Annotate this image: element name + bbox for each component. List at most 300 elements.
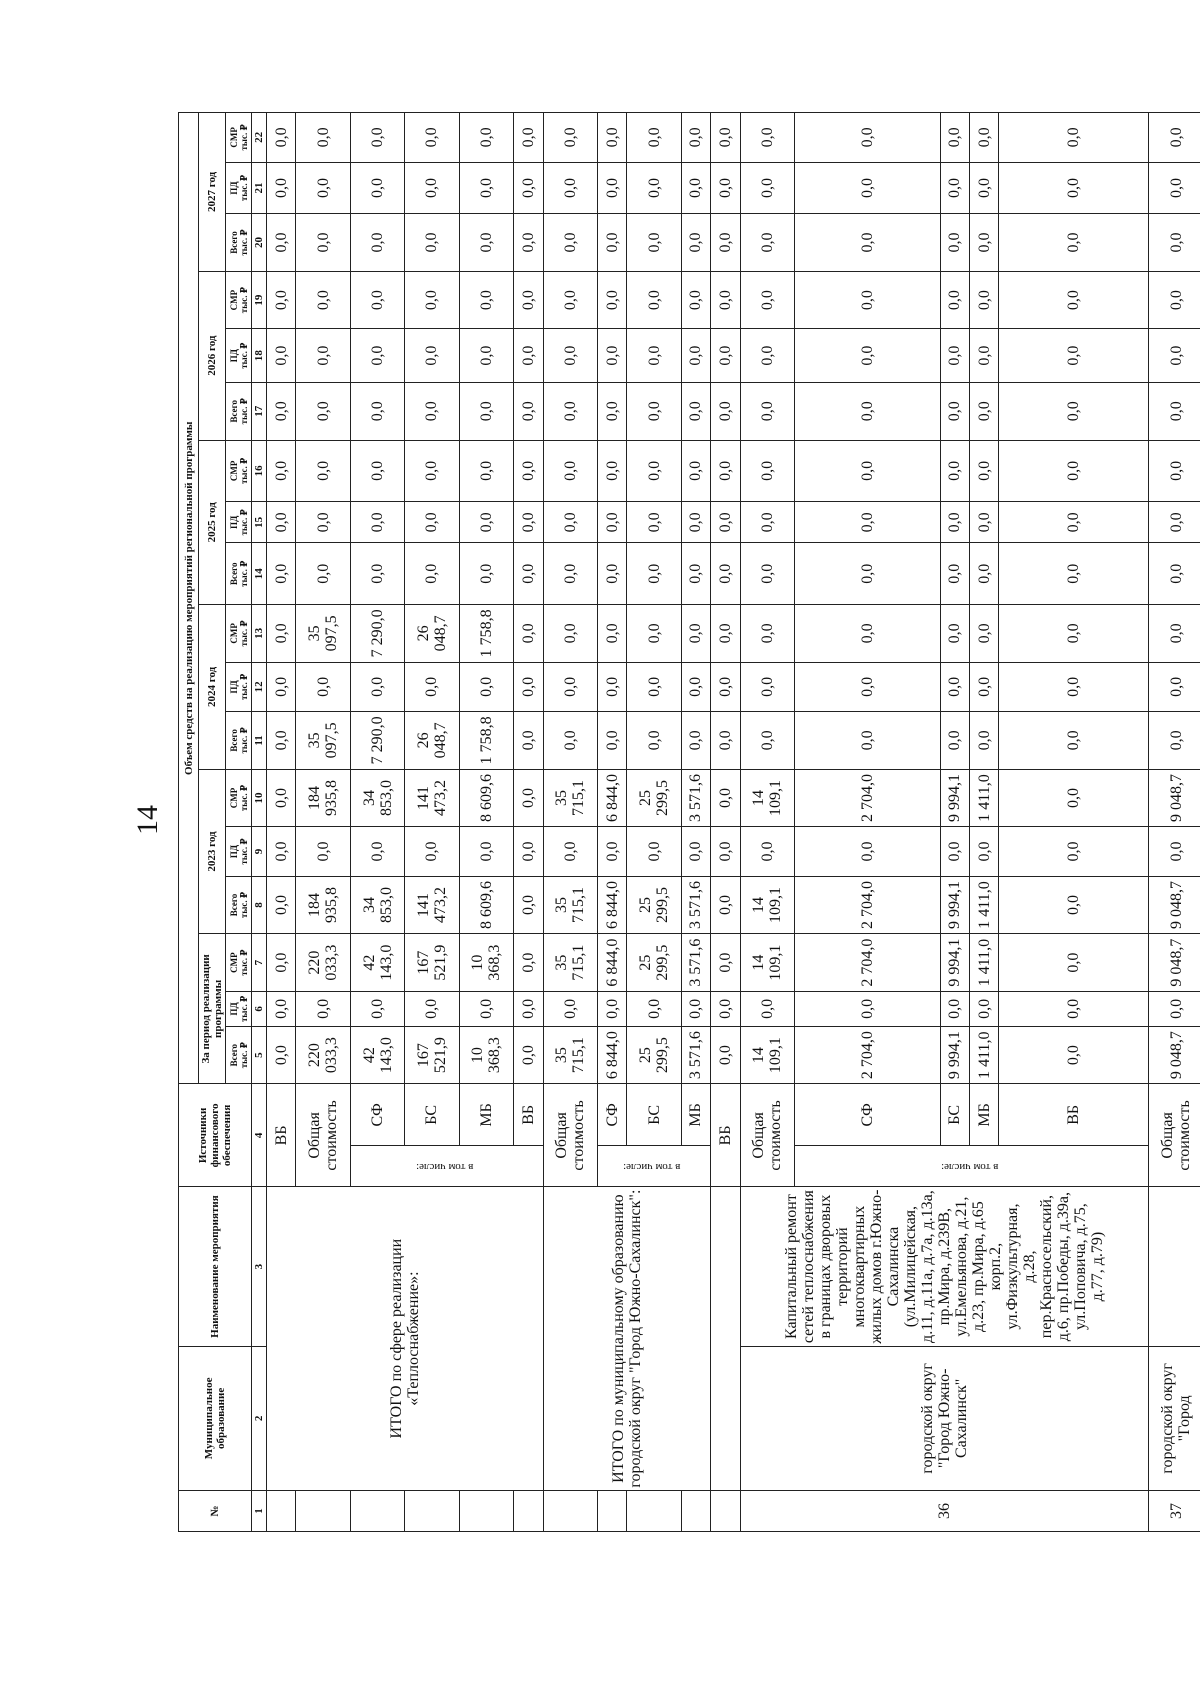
subheader-smr xyxy=(226,605,252,663)
value-cell: 35 097,5 xyxy=(296,712,350,770)
value-cell: 0,0 xyxy=(405,662,459,711)
value-cell: 0,0 xyxy=(681,329,710,383)
subheader-label: СМР xyxy=(228,787,239,809)
value-cell: 8 609,6 xyxy=(459,876,513,934)
subheader-label: Всего xyxy=(228,562,239,585)
subheader-label: ПД xyxy=(228,844,239,859)
value-cell: 0,0 xyxy=(267,934,296,992)
value-cell: 0,0 xyxy=(999,712,1149,770)
value-cell: 0,0 xyxy=(681,440,710,502)
value-cell: 0,0 xyxy=(267,271,296,329)
header-municipality: Муниципальное образование xyxy=(179,1346,252,1490)
value-cell: 141 473,2 xyxy=(405,769,459,827)
value-cell: 1 411,0 xyxy=(970,934,999,992)
value-cell: 0,0 xyxy=(794,382,940,440)
value-cell: 0,0 xyxy=(740,991,794,1026)
value-cell: 14 109,1 xyxy=(740,934,794,992)
value-cell: 0,0 xyxy=(999,113,1149,163)
value-cell: 0,0 xyxy=(543,214,597,272)
value-cell: 14 109,1 xyxy=(740,769,794,827)
value-cell: 0,0 xyxy=(1149,502,1200,543)
table-row xyxy=(267,113,296,1532)
value-cell: 0,0 xyxy=(267,214,296,272)
source-cell: ВБ xyxy=(711,1084,740,1187)
value-cell: 0,0 xyxy=(543,662,597,711)
source-cell: МБ xyxy=(681,1084,710,1146)
subheader-total xyxy=(226,876,252,934)
value-cell: 0,0 xyxy=(1149,271,1200,329)
value-cell: 0,0 xyxy=(794,271,940,329)
value-cell: 0,0 xyxy=(350,440,404,502)
value-cell: 25 299,5 xyxy=(627,1026,681,1084)
value-cell: 0,0 xyxy=(794,662,940,711)
value-cell: 0,0 xyxy=(940,113,969,163)
column-number: 3 xyxy=(252,1187,267,1346)
value-cell: 0,0 xyxy=(794,162,940,213)
value-cell: 0,0 xyxy=(597,543,626,605)
value-cell: 0,0 xyxy=(1149,162,1200,213)
source-cell: Общая стоимость xyxy=(296,1084,350,1187)
value-cell: 0,0 xyxy=(740,162,794,213)
subheader-pd xyxy=(226,329,252,383)
value-cell: 0,0 xyxy=(459,113,513,163)
value-cell: 0,0 xyxy=(711,440,740,502)
value-cell: 0,0 xyxy=(267,1026,296,1084)
value-cell: 0,0 xyxy=(514,113,543,163)
value-cell: 0,0 xyxy=(940,991,969,1026)
value-cell: 1 411,0 xyxy=(970,1026,999,1084)
value-cell: 3 571,6 xyxy=(681,934,710,992)
value-cell: 0,0 xyxy=(970,271,999,329)
value-cell: 0,0 xyxy=(1149,991,1200,1026)
source-cell: СФ xyxy=(597,1084,626,1146)
value-cell: 0,0 xyxy=(999,502,1149,543)
header-measure: Наименование мероприятия xyxy=(179,1187,252,1346)
value-cell: 0,0 xyxy=(794,113,940,163)
value-cell: 0,0 xyxy=(627,991,681,1026)
value-cell: 0,0 xyxy=(940,502,969,543)
header-2026: 2026 год xyxy=(199,271,226,440)
column-number: 20 xyxy=(252,214,267,272)
value-cell: 0,0 xyxy=(940,662,969,711)
value-cell: 0,0 xyxy=(627,214,681,272)
value-cell: 0,0 xyxy=(711,876,740,934)
value-cell: 0,0 xyxy=(267,769,296,827)
subheader-unit: тыс. ₽ xyxy=(238,727,249,754)
value-cell: 0,0 xyxy=(267,605,296,663)
value-cell: 6 844,0 xyxy=(597,769,626,827)
value-cell: 0,0 xyxy=(405,502,459,543)
header-2024: 2024 год xyxy=(199,605,226,770)
value-cell: 0,0 xyxy=(296,827,350,876)
source-cell: ВБ xyxy=(514,1084,543,1146)
value-cell: 6 844,0 xyxy=(597,876,626,934)
value-cell: 0,0 xyxy=(1149,440,1200,502)
value-cell: 0,0 xyxy=(711,605,740,663)
column-number: 1 xyxy=(252,1490,267,1531)
value-cell: 0,0 xyxy=(940,162,969,213)
value-cell: 1 758,8 xyxy=(459,605,513,663)
subheader-unit: тыс. ₽ xyxy=(238,891,249,919)
column-number: 10 xyxy=(252,769,267,827)
value-cell: 0,0 xyxy=(267,440,296,502)
subheader-label: ПД xyxy=(228,680,239,694)
value-cell: 0,0 xyxy=(627,712,681,770)
value-cell: 26 048,7 xyxy=(405,605,459,663)
value-cell: 0,0 xyxy=(711,991,740,1026)
source-cell: Общая стоимость xyxy=(740,1084,794,1187)
value-cell: 0,0 xyxy=(514,605,543,663)
table-row xyxy=(740,113,794,1532)
value-cell: 0,0 xyxy=(405,827,459,876)
value-cell: 0,0 xyxy=(681,991,710,1026)
source-cell: Общая стоимость xyxy=(1149,1084,1200,1187)
source-cell: СФ xyxy=(794,1084,940,1146)
column-number: 22 xyxy=(252,113,267,163)
value-cell: 0,0 xyxy=(681,543,710,605)
value-cell: 0,0 xyxy=(711,113,740,163)
row-number: 36 xyxy=(740,1490,1149,1531)
value-cell: 0,0 xyxy=(459,991,513,1026)
table-row xyxy=(711,113,740,1532)
value-cell: 0,0 xyxy=(597,440,626,502)
value-cell: 0,0 xyxy=(740,662,794,711)
value-cell: 0,0 xyxy=(543,329,597,383)
value-cell: 0,0 xyxy=(794,543,940,605)
source-cell: ВБ xyxy=(999,1084,1149,1146)
value-cell: 0,0 xyxy=(296,382,350,440)
value-cell: 0,0 xyxy=(627,440,681,502)
value-cell: 0,0 xyxy=(543,440,597,502)
value-cell: 0,0 xyxy=(543,382,597,440)
value-cell: 0,0 xyxy=(1149,543,1200,605)
subheader-label: СМР xyxy=(228,127,239,148)
value-cell: 0,0 xyxy=(999,662,1149,711)
subheader-unit: тыс. ₽ xyxy=(238,560,249,587)
column-number: 12 xyxy=(252,662,267,711)
value-cell: 14 109,1 xyxy=(740,1026,794,1084)
group-total-heat: ИТОГО по сфере реализации «Теплоснабжение»: xyxy=(267,1187,544,1491)
subheader-label: ПД xyxy=(228,1002,239,1016)
subheader-unit: тыс. ₽ xyxy=(238,229,249,256)
value-cell: 0,0 xyxy=(514,382,543,440)
value-cell: 0,0 xyxy=(627,271,681,329)
subheader-unit: тыс. ₽ xyxy=(238,838,249,865)
value-cell: 6 844,0 xyxy=(597,934,626,992)
value-cell: 0,0 xyxy=(267,502,296,543)
subheader-smr xyxy=(226,113,252,163)
value-cell: 0,0 xyxy=(405,440,459,502)
source-cell: БС xyxy=(405,1084,459,1146)
value-cell: 0,0 xyxy=(940,440,969,502)
value-cell: 0,0 xyxy=(711,214,740,272)
table-row xyxy=(543,113,597,1532)
source-cell: БС xyxy=(940,1084,969,1146)
value-cell: 0,0 xyxy=(794,712,940,770)
value-cell: 0,0 xyxy=(711,769,740,827)
value-cell: 0,0 xyxy=(740,440,794,502)
municipality-cell: городской округ "Город xyxy=(1149,1346,1200,1490)
subheader-unit: тыс. ₽ xyxy=(238,287,249,314)
value-cell: 0,0 xyxy=(970,113,999,163)
value-cell: 0,0 xyxy=(459,382,513,440)
measure-cell: Капитальный ремонт сетей теплоснабжения в границах дворовых территорий многоквартирных жилых домов г.Южно-Сахалинска (ул.Милицейская, д.11, д.11а, д.7а, д.13а, пр.Мира, д.239В, ул.Емельянова, д.21, д.23, пр.Мира, д.65 корп.2, ул.Физкультурная, д.28, пер.Красносельский, д.6, пр.Победы, д.39а, ул.Поповича, д.75, д.77, д.79) xyxy=(740,1187,1149,1346)
value-cell: 0,0 xyxy=(940,605,969,663)
value-cell: 0,0 xyxy=(597,271,626,329)
subheader-label: ПД xyxy=(228,515,239,529)
header-2025: 2025 год xyxy=(199,440,226,605)
value-cell: 35 715,1 xyxy=(543,934,597,992)
value-cell: 0,0 xyxy=(405,382,459,440)
value-cell: 0,0 xyxy=(350,214,404,272)
value-cell: 0,0 xyxy=(740,329,794,383)
value-cell: 0,0 xyxy=(970,543,999,605)
column-number: 18 xyxy=(252,329,267,383)
header-2023: 2023 год xyxy=(199,769,226,934)
column-number: 7 xyxy=(252,934,267,992)
value-cell: 9 994,1 xyxy=(940,769,969,827)
value-cell: 0,0 xyxy=(543,162,597,213)
column-number: 6 xyxy=(252,991,267,1026)
subheader-label: Всего xyxy=(228,729,239,752)
value-cell: 0,0 xyxy=(405,543,459,605)
value-cell: 0,0 xyxy=(514,769,543,827)
value-cell: 34 853,0 xyxy=(350,769,404,827)
value-cell: 0,0 xyxy=(794,329,940,383)
value-cell: 0,0 xyxy=(681,827,710,876)
value-cell: 0,0 xyxy=(514,214,543,272)
in-that-number-label: в том числе: xyxy=(415,1160,474,1173)
table-row xyxy=(1149,113,1200,1532)
value-cell: 0,0 xyxy=(681,502,710,543)
value-cell: 0,0 xyxy=(514,827,543,876)
value-cell: 220 033,3 xyxy=(296,1026,350,1084)
value-cell: 0,0 xyxy=(459,543,513,605)
value-cell: 0,0 xyxy=(543,991,597,1026)
value-cell: 0,0 xyxy=(459,214,513,272)
value-cell: 0,0 xyxy=(740,113,794,163)
value-cell: 0,0 xyxy=(514,662,543,711)
value-cell: 0,0 xyxy=(627,543,681,605)
value-cell: 0,0 xyxy=(681,382,710,440)
value-cell: 0,0 xyxy=(267,543,296,605)
value-cell: 0,0 xyxy=(1149,662,1200,711)
value-cell: 0,0 xyxy=(597,662,626,711)
value-cell: 2 704,0 xyxy=(794,1026,940,1084)
source-cell: Общая стоимость xyxy=(543,1084,597,1187)
value-cell: 0,0 xyxy=(267,991,296,1026)
column-number: 2 xyxy=(252,1346,267,1490)
value-cell: 0,0 xyxy=(970,162,999,213)
subheader-label: ПД xyxy=(228,181,239,195)
value-cell: 35 715,1 xyxy=(543,1026,597,1084)
value-cell: 0,0 xyxy=(267,382,296,440)
column-number: 17 xyxy=(252,382,267,440)
value-cell: 0,0 xyxy=(267,662,296,711)
source-cell: МБ xyxy=(970,1084,999,1146)
value-cell: 0,0 xyxy=(681,712,710,770)
value-cell: 35 097,5 xyxy=(296,605,350,663)
subheader-total xyxy=(226,382,252,440)
value-cell: 0,0 xyxy=(514,502,543,543)
value-cell: 0,0 xyxy=(940,271,969,329)
value-cell: 2 704,0 xyxy=(794,769,940,827)
value-cell: 0,0 xyxy=(999,991,1149,1026)
subheader-unit: тыс. ₽ xyxy=(238,949,249,976)
value-cell: 0,0 xyxy=(999,543,1149,605)
value-cell: 0,0 xyxy=(350,271,404,329)
value-cell: 0,0 xyxy=(627,382,681,440)
value-cell: 0,0 xyxy=(405,271,459,329)
source-cell: БС xyxy=(627,1084,681,1146)
value-cell: 0,0 xyxy=(970,214,999,272)
value-cell: 0,0 xyxy=(711,712,740,770)
value-cell: 0,0 xyxy=(740,502,794,543)
value-cell: 220 033,3 xyxy=(296,934,350,992)
value-cell: 0,0 xyxy=(970,329,999,383)
value-cell: 0,0 xyxy=(597,502,626,543)
value-cell: 0,0 xyxy=(296,991,350,1026)
value-cell: 0,0 xyxy=(267,712,296,770)
value-cell: 0,0 xyxy=(543,502,597,543)
value-cell: 0,0 xyxy=(597,605,626,663)
subheader-label: Всего xyxy=(228,893,239,917)
subheader-smr xyxy=(226,440,252,502)
value-cell: 0,0 xyxy=(970,827,999,876)
value-cell: 3 571,6 xyxy=(681,1026,710,1084)
value-cell: 0,0 xyxy=(970,502,999,543)
value-cell: 0,0 xyxy=(597,991,626,1026)
financing-table xyxy=(178,112,1200,1532)
value-cell: 1 758,8 xyxy=(459,712,513,770)
value-cell: 0,0 xyxy=(1149,712,1200,770)
value-cell: 0,0 xyxy=(740,543,794,605)
value-cell: 0,0 xyxy=(459,440,513,502)
value-cell: 0,0 xyxy=(681,214,710,272)
value-cell: 0,0 xyxy=(999,1026,1149,1084)
value-cell: 9 048,7 xyxy=(1149,876,1200,934)
value-cell: 0,0 xyxy=(627,605,681,663)
subheader-pd xyxy=(226,162,252,213)
value-cell: 0,0 xyxy=(794,214,940,272)
value-cell: 1 411,0 xyxy=(970,876,999,934)
subheader-total xyxy=(226,712,252,770)
subheader-total xyxy=(226,1026,252,1084)
value-cell: 0,0 xyxy=(970,382,999,440)
value-cell: 0,0 xyxy=(296,271,350,329)
value-cell: 2 704,0 xyxy=(794,876,940,934)
value-cell: 0,0 xyxy=(296,214,350,272)
value-cell: 0,0 xyxy=(627,113,681,163)
subheader-label: Всего xyxy=(228,231,239,254)
value-cell: 26 048,7 xyxy=(405,712,459,770)
value-cell: 0,0 xyxy=(350,162,404,213)
value-cell: 0,0 xyxy=(597,329,626,383)
rotated-table-container xyxy=(178,112,1200,1532)
value-cell: 0,0 xyxy=(711,162,740,213)
row-number: 37 xyxy=(1149,1490,1200,1531)
value-cell: 141 473,2 xyxy=(405,876,459,934)
value-cell: 25 299,5 xyxy=(627,769,681,827)
value-cell: 35 715,1 xyxy=(543,876,597,934)
value-cell: 0,0 xyxy=(514,934,543,992)
column-number: 15 xyxy=(252,502,267,543)
value-cell: 0,0 xyxy=(296,113,350,163)
value-cell: 0,0 xyxy=(459,162,513,213)
value-cell: 0,0 xyxy=(794,440,940,502)
value-cell: 0,0 xyxy=(543,827,597,876)
source-cell: МБ xyxy=(459,1084,513,1146)
value-cell: 0,0 xyxy=(627,162,681,213)
subheader-label: СМР xyxy=(228,289,239,311)
value-cell: 0,0 xyxy=(940,827,969,876)
value-cell: 0,0 xyxy=(514,876,543,934)
value-cell: 0,0 xyxy=(405,113,459,163)
value-cell: 10 368,3 xyxy=(459,1026,513,1084)
value-cell: 0,0 xyxy=(999,440,1149,502)
value-cell: 167 521,9 xyxy=(405,934,459,992)
value-cell: 0,0 xyxy=(514,712,543,770)
value-cell: 0,0 xyxy=(1149,382,1200,440)
subheader-pd xyxy=(226,662,252,711)
column-number: 19 xyxy=(252,271,267,329)
subheader-pd xyxy=(226,991,252,1026)
value-cell: 3 571,6 xyxy=(681,876,710,934)
value-cell: 0,0 xyxy=(999,605,1149,663)
value-cell: 0,0 xyxy=(740,271,794,329)
value-cell: 0,0 xyxy=(350,113,404,163)
value-cell: 25 299,5 xyxy=(627,876,681,934)
value-cell: 0,0 xyxy=(681,162,710,213)
value-cell: 0,0 xyxy=(350,329,404,383)
value-cell: 0,0 xyxy=(740,214,794,272)
value-cell: 0,0 xyxy=(350,382,404,440)
value-cell: 42 143,0 xyxy=(350,1026,404,1084)
value-cell: 0,0 xyxy=(543,271,597,329)
value-cell: 0,0 xyxy=(405,329,459,383)
value-cell: 0,0 xyxy=(627,827,681,876)
value-cell: 0,0 xyxy=(514,991,543,1026)
value-cell: 0,0 xyxy=(740,712,794,770)
value-cell: 0,0 xyxy=(970,991,999,1026)
value-cell: 0,0 xyxy=(740,605,794,663)
subheader-pd xyxy=(226,502,252,543)
subheader-label: СМР xyxy=(228,623,239,644)
value-cell: 0,0 xyxy=(514,329,543,383)
subheader-smr xyxy=(226,934,252,992)
value-cell: 184 935,8 xyxy=(296,876,350,934)
value-cell: 0,0 xyxy=(459,271,513,329)
subheader-label: СМР xyxy=(228,460,239,482)
value-cell: 0,0 xyxy=(350,543,404,605)
value-cell: 0,0 xyxy=(267,329,296,383)
value-cell: 0,0 xyxy=(1149,113,1200,163)
value-cell: 0,0 xyxy=(597,113,626,163)
column-numbers-row xyxy=(252,113,267,1532)
subheader-smr xyxy=(226,271,252,329)
column-number: 11 xyxy=(252,712,267,770)
value-cell: 0,0 xyxy=(794,991,940,1026)
value-cell: 0,0 xyxy=(514,543,543,605)
value-cell: 0,0 xyxy=(940,382,969,440)
value-cell: 0,0 xyxy=(970,712,999,770)
value-cell: 9 994,1 xyxy=(940,1026,969,1084)
subheader-unit: тыс. ₽ xyxy=(238,784,249,812)
value-cell: 0,0 xyxy=(350,991,404,1026)
value-cell: 0,0 xyxy=(597,162,626,213)
value-cell: 9 048,7 xyxy=(1149,1026,1200,1084)
value-cell: 2 704,0 xyxy=(794,934,940,992)
